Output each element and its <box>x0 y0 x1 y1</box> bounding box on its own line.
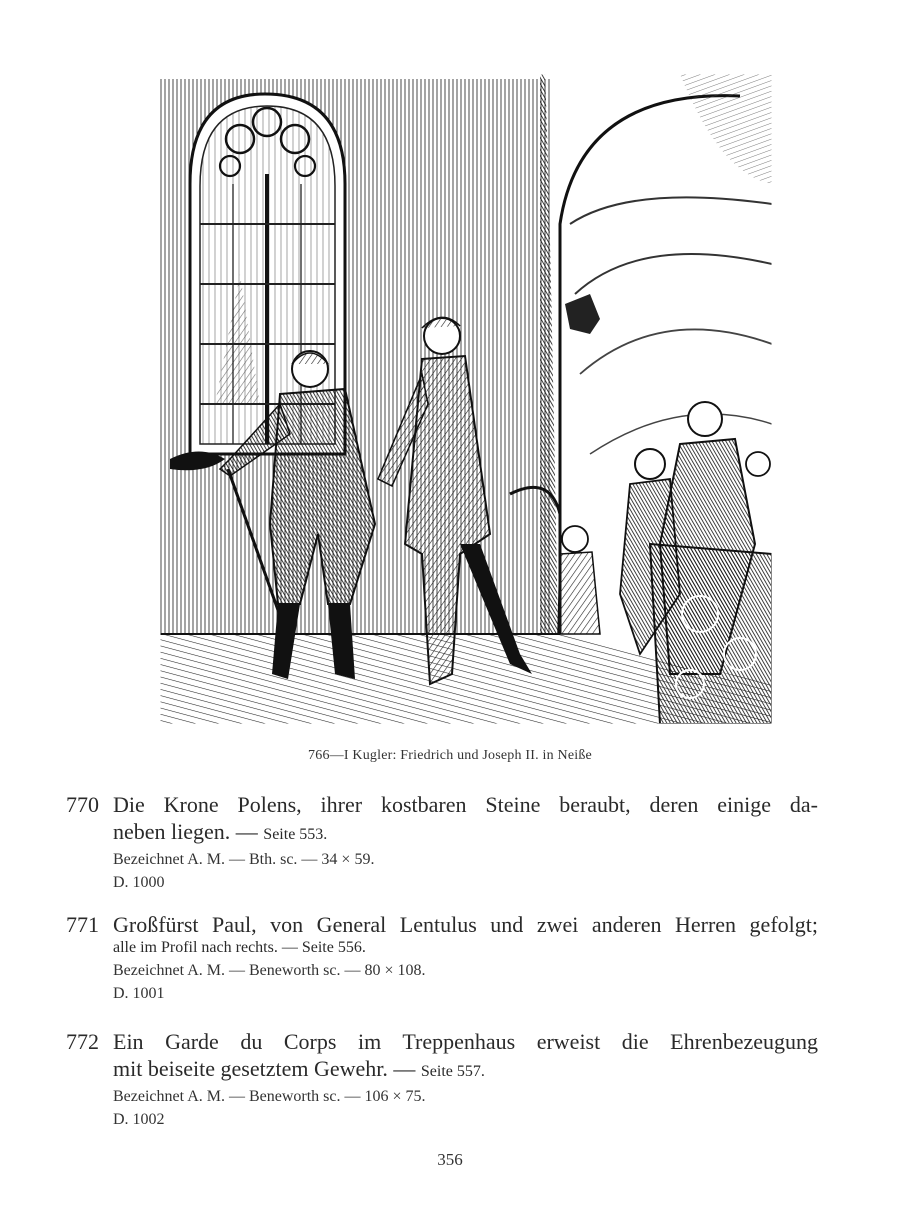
entry-d-number: D. 1002 <box>113 1111 165 1128</box>
catalog-entry <box>66 911 818 1005</box>
page-number: 356 <box>437 1150 463 1169</box>
entry-line <box>113 818 818 848</box>
entry-number: 770 <box>66 792 99 817</box>
entry-inscription: Bezeichnet A. M. — Beneworth sc. — 80 × 108. <box>113 962 426 979</box>
entry-line: Die Krone Polens, ihrer kostbaren Steine beraubt, deren einige da- <box>113 792 818 817</box>
catalog-entry <box>66 1028 818 1131</box>
entry-number: 772 <box>66 1029 99 1054</box>
page-reference: Seite 557. <box>420 1063 485 1080</box>
engraving-illustration <box>160 74 772 724</box>
entry-description <box>113 1028 818 1085</box>
entry-d-number: D. 1001 <box>113 985 165 1002</box>
catalog-entry <box>66 791 818 894</box>
entry-line-text: mit beiseite gesetztem Gewehr. — <box>113 1056 416 1081</box>
entry-inscription: Bezeichnet A. M. — Beneworth sc. — 106 × 75. <box>113 1088 426 1105</box>
entry-line-text: neben liegen. — <box>113 819 258 844</box>
entry-inscription: Bezeichnet A. M. — Bth. sc. — 34 × 59. <box>113 851 375 868</box>
entry-d-number: D. 1000 <box>113 874 165 891</box>
entry-line: Ein Garde du Corps im Treppenhaus erweist die Ehrenbezeugung <box>113 1029 818 1054</box>
entry-line <box>113 1055 818 1085</box>
entry-number: 771 <box>66 912 99 937</box>
figure-caption: 766—I Kugler: Friedrich und Joseph II. in Neiße <box>308 748 592 763</box>
page-reference: Seite 553. <box>263 826 328 843</box>
entry-description <box>113 791 818 848</box>
entry-line: Großfürst Paul, von General Lentulus und zwei anderen Herren gefolgt; <box>113 912 818 937</box>
entry-description <box>113 911 818 959</box>
entry-line-small: alle im Profil nach rechts. — Seite 556. <box>113 939 366 956</box>
ornate-balustrade <box>650 544 772 724</box>
